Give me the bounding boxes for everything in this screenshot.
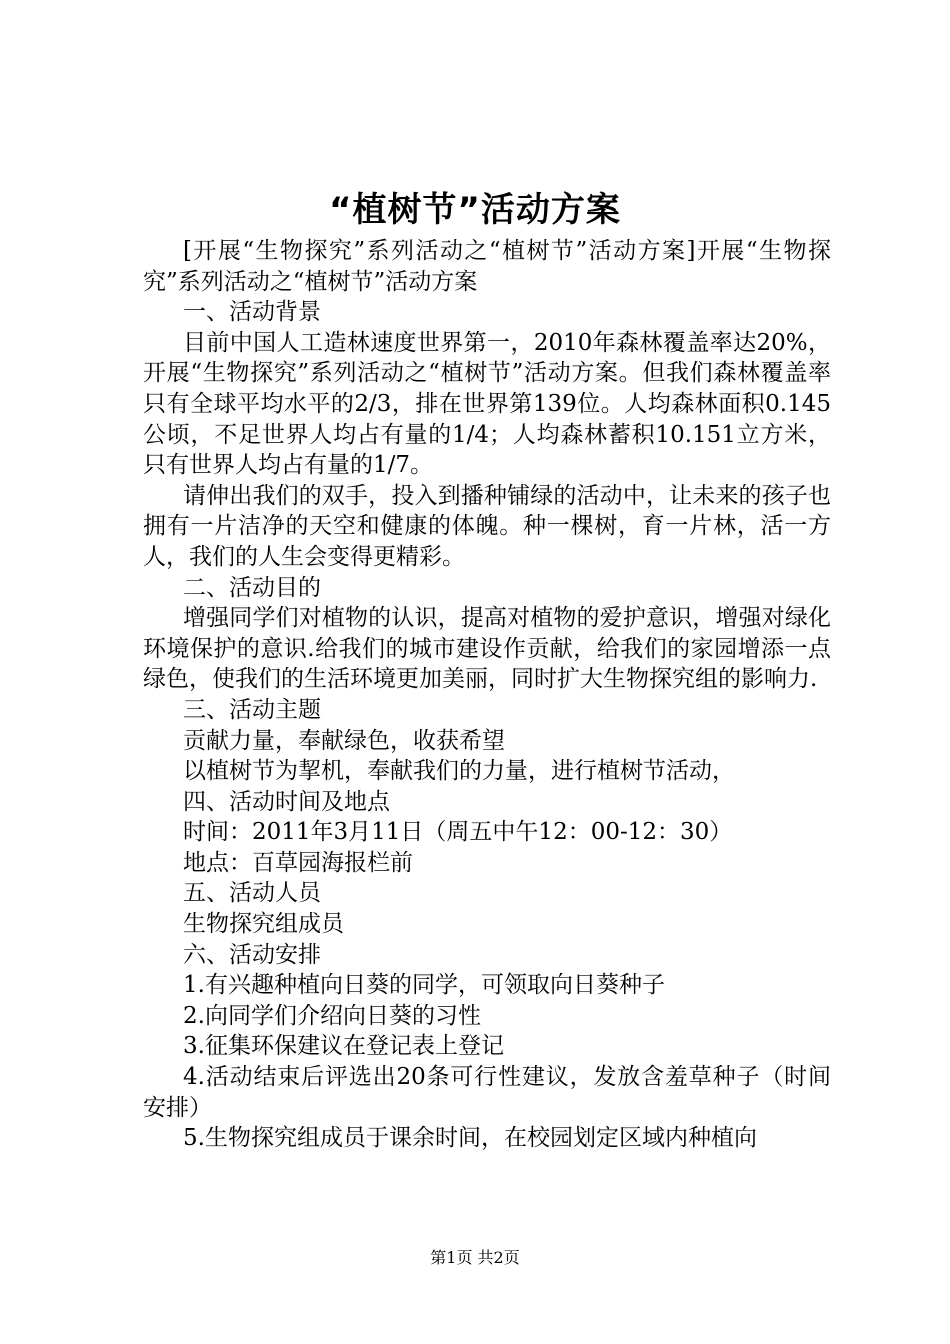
- purpose-paragraph: 增强同学们对植物的认识，提高对植物的爱护意识，增强对绿化环境保护的意识.给我们的城市建设作贡献，给我们的家园增添一点绿色，使我们的生活环境更加美丽，同时扩大生物探究组的影响力.: [143, 605, 831, 693]
- time-line: 时间：2011年3月11日（周五中午12：00-12：30）: [183, 819, 733, 846]
- arrangement-item-3: 3.征集环保建议在登记表上登记: [183, 1033, 504, 1060]
- theme-line-2: 以植树节为挈机，奉献我们的力量，进行植树节活动，: [183, 758, 735, 785]
- background-paragraph-1: 目前中国人工造林速度世界第一，2010年森林覆盖率达20%，开展“生物探究”系列活动之“植树节”活动方案。但我们森林覆盖率只有全球平均水平的2/3，排在世界第139位。人均森林面积0.145公顷，不足世界人均占有量的1/4；人均森林蓄积10.151立方米，只有世界人均占有量的1/7。: [143, 329, 831, 479]
- background-paragraph-2: 请伸出我们的双手，投入到播种铺绿的活动中，让未来的孩子也拥有一片洁净的天空和健康的体魄。种一棵树，育一片林，活一方人，我们的人生会变得更精彩。: [143, 482, 831, 570]
- intro-paragraph: [开展“生物探究”系列活动之“植树节”活动方案]开展“生物探究”系列活动之“植树节”活动方案: [143, 238, 831, 295]
- section-heading-background: 一、活动背景: [183, 299, 321, 326]
- section-heading-arrangement: 六、活动安排: [183, 941, 321, 968]
- section-heading-theme: 三、活动主题: [183, 696, 321, 723]
- theme-line-1: 贡献力量，奉献绿色，收获希望: [183, 727, 505, 754]
- arrangement-item-4: 4.活动结束后评选出20条可行性建议，发放含羞草种子（时间安排）: [143, 1064, 831, 1121]
- section-heading-people: 五、活动人员: [183, 880, 321, 907]
- place-line: 地点：百草园海报栏前: [183, 849, 413, 876]
- document-title: “植树节”活动方案: [329, 190, 621, 230]
- arrangement-item-2: 2.向同学们介绍向日葵的习性: [183, 1002, 481, 1029]
- page-footer: 第1页 共2页: [430, 1248, 520, 1267]
- section-heading-purpose: 二、活动目的: [183, 574, 321, 601]
- section-heading-time-place: 四、活动时间及地点: [183, 788, 390, 815]
- arrangement-item-1: 1.有兴趣种植向日葵的同学，可领取向日葵种子: [183, 972, 665, 999]
- arrangement-item-5: 5.生物探究组成员于课余时间，在校园划定区域内种植向: [183, 1125, 757, 1152]
- document-body: [143, 236, 831, 1154]
- people-line: 生物探究组成员: [183, 911, 344, 938]
